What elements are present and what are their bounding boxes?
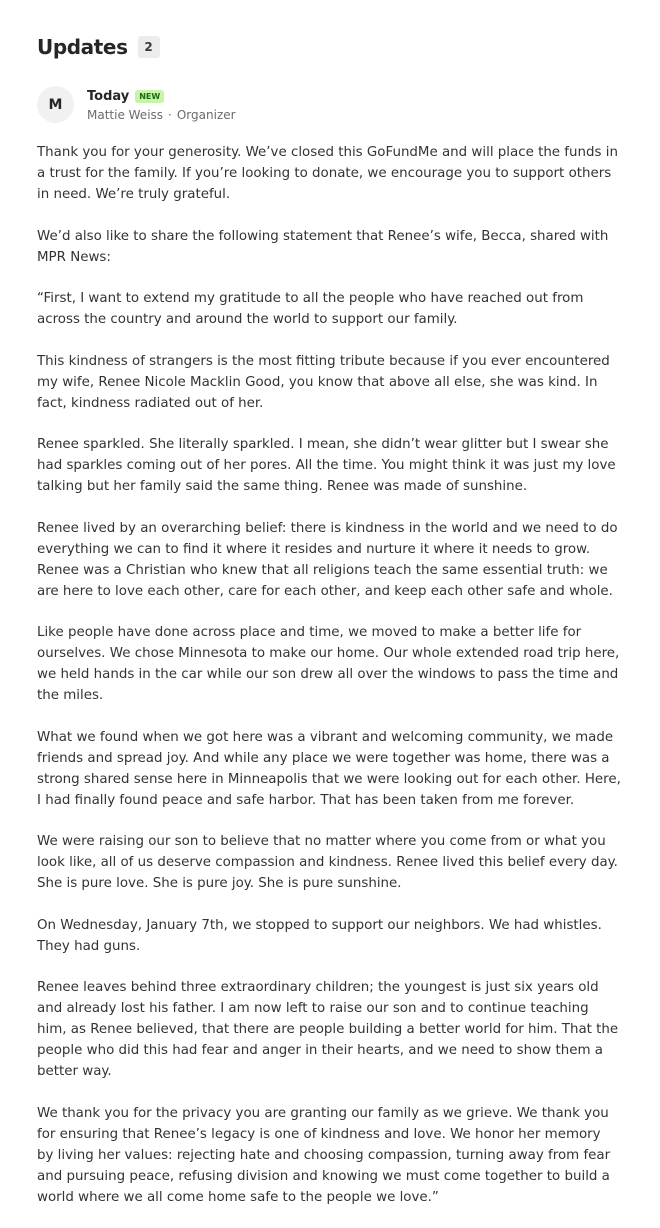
- author-line: [87, 108, 236, 122]
- update-paragraph: We’d also like to share the following statement that Renee’s wife, Becca, shared with MPR News:: [37, 228, 609, 265]
- update-header: [37, 86, 627, 130]
- author-role: Organizer: [176, 108, 236, 122]
- separator-dot: ·: [168, 108, 172, 122]
- author-name: Mattie Weiss: [87, 108, 164, 122]
- update-paragraph: What we found when we got here was a vibrant and welcoming community, we made friends and spread joy. And while any place we were together was home, there was a strong shared sense here in Minneapolis that we were looking out for each other. Here, I had finally found peace and safe harbor. That has been taken from me forever.: [37, 729, 621, 808]
- update-paragraph: Renee leaves behind three extraordinary children; the youngest is just six years old and already lost his father. I am now left to raise our son and to continue teaching him, as Renee believed, that there are people building a better world for him. That the people who did this had fear and anger in their hearts, and we need to show them a better way.: [37, 980, 619, 1079]
- update-paragraph: Like people have done across place and time, we moved to make a better life for ourselves. We chose Minnesota to make our home. Our whole extended road trip here, we held hands in the car while our son drew all over the windows to pass the time and the miles.: [37, 625, 620, 703]
- update-paragraph: Renee lived by an overarching belief: there is kindness in the world and we need to do everything we can to find it where it resides and nurture it where it needs to grow. Renee was a Christian who knew that all religions teach the same essential truth: we are here to love each other, care for each other, and keep each other safe and whole.: [37, 520, 618, 599]
- avatar: M: [37, 86, 74, 123]
- update-paragraph: On Wednesday, January 7th, we stopped to support our neighbors. We had whistles. They had guns.: [37, 917, 602, 954]
- update-paragraph: “First, I want to extend my gratitude to all the people who have reached out from across the country and around the world to support our family.: [37, 291, 584, 327]
- update-paragraph: We were raising our son to believe that no matter where you come from or what you look like, all of us deserve compassion and kindness. Renee lived this belief every day. She is pure love. She is pure joy. She is pure sunshine.: [37, 834, 618, 891]
- update-paragraph: Renee sparkled. She literally sparkled. I mean, she didn’t wear glitter but I swear she had sparkles coming out of her pores. All the time. You might think it was just my love talking but her family said the same thing. Renee was made of sunshine.: [37, 437, 616, 494]
- update-paragraph: Thank you for your generosity. We’ve closed this GoFundMe and will place the funds in a trust for the family. If you’re looking to donate, we encourage you to support others in need. We’re truly grateful.: [37, 145, 618, 202]
- update-paragraph: We thank you for the privacy you are granting our family as we grieve. We thank you for ensuring that Renee’s legacy is one of kindness and love. We honor her memory by living her values: rejecting hate and choosing compassion, turning away from fear and pursuing peace, refusing division and knowing we must come together to build a world where we all come home safe to the people we love.”: [37, 1105, 611, 1205]
- updates-count-badge: 2: [138, 36, 160, 58]
- updates-header: [37, 30, 160, 64]
- update-paragraph: This kindness of strangers is the most fitting tribute because if you ever encountered my wife, Renee Nicole Macklin Good, you know that above all else, she was kind. In fact, kindness radiated out of her.: [37, 353, 610, 411]
- update-body: [37, 142, 621, 1228]
- new-badge: NEW: [135, 90, 164, 103]
- update-date: Today: [87, 88, 130, 104]
- updates-title: Updates: [37, 35, 128, 59]
- update-date-row: [87, 87, 164, 105]
